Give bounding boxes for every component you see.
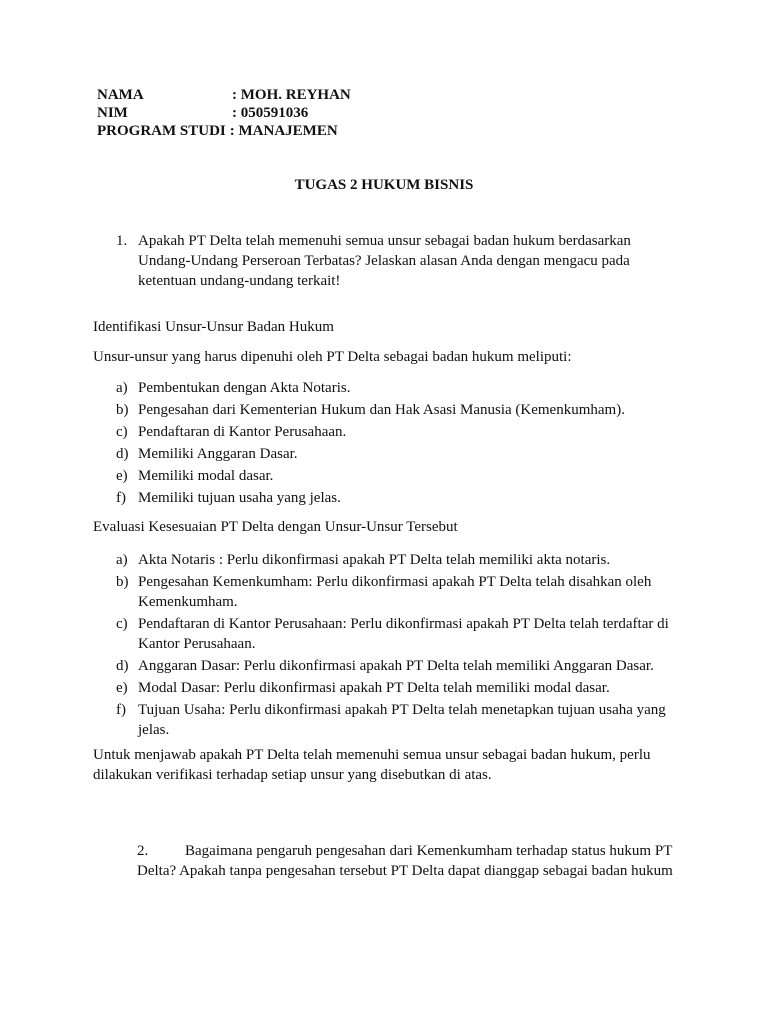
- list-item-text: Pendaftaran di Kantor Perusahaan.: [138, 424, 347, 440]
- list-item-text: Modal Dasar: Perlu dikonfirmasi apakah PT Delta telah memiliki modal dasar.: [138, 680, 610, 696]
- question-2-number: 2.: [137, 843, 149, 859]
- list-marker: f): [116, 702, 126, 718]
- list-item: [116, 378, 676, 398]
- name-row: [97, 86, 351, 104]
- nim-row: [97, 104, 351, 122]
- list-item: [116, 444, 676, 464]
- section-1-intro: Unsur-unsur yang harus dipenuhi oleh PT Delta sebagai badan hukum meliputi:: [93, 349, 572, 365]
- document-title: TUGAS 2 HUKUM BISNIS: [294, 177, 474, 193]
- list-item: [116, 656, 676, 676]
- list-item: [116, 678, 676, 698]
- prodi-label: PROGRAM STUDI: [97, 123, 226, 139]
- list-marker: e): [116, 680, 128, 696]
- list-item: [116, 550, 676, 570]
- question-2-text: Bagaimana pengaruh pengesahan dari Kemenkumham terhadap status hukum PT Delta? Apakah tanpa pengesahan tersebut PT Delta dapat dianggap sebagai badan hukum: [137, 843, 673, 879]
- list-item: [116, 572, 676, 612]
- list-item-text: Pengesahan Kemenkumham: Perlu dikonfirmasi apakah PT Delta telah disahkan oleh Kemenkumham.: [138, 574, 652, 610]
- list-item-text: Pembentukan dengan Akta Notaris.: [138, 380, 351, 396]
- list-item: [116, 466, 676, 486]
- name-label: NAMA: [97, 87, 144, 103]
- prodi-value: : MANAJEMEN: [229, 123, 338, 139]
- question-1: [116, 231, 656, 291]
- list-item: [116, 400, 676, 420]
- section-2-heading: Evaluasi Kesesuaian PT Delta dengan Unsur-Unsur Tersebut: [93, 519, 458, 535]
- list-item-text: Tujuan Usaha: Perlu dikonfirmasi apakah PT Delta telah menetapkan tujuan usaha yang jelas.: [138, 702, 666, 738]
- nim-label: NIM: [97, 105, 128, 121]
- question-2: [137, 841, 677, 881]
- list-item-text: Memiliki tujuan usaha yang jelas.: [138, 490, 341, 506]
- list-item: [116, 488, 676, 508]
- list-marker: d): [116, 446, 129, 462]
- list-item: [116, 422, 676, 442]
- list-item-text: Memiliki modal dasar.: [138, 468, 274, 484]
- question-1-number: 1.: [116, 233, 128, 249]
- student-info-header: [97, 86, 351, 140]
- section-1-heading: Identifikasi Unsur-Unsur Badan Hukum: [93, 319, 334, 335]
- list-marker: b): [116, 402, 129, 418]
- list-marker: c): [116, 424, 128, 440]
- list-marker: d): [116, 658, 129, 674]
- question-1-text: Apakah PT Delta telah memenuhi semua unsur sebagai badan hukum berdasarkan Undang-Undang Perseroan Terbatas? Jelaskan alasan Anda dengan mengacu pada ketentuan undang-undang terkait!: [138, 233, 631, 289]
- element-list: [116, 378, 676, 510]
- list-item-text: Memiliki Anggaran Dasar.: [138, 446, 298, 462]
- prodi-row: [97, 122, 351, 140]
- list-item-text: Pendaftaran di Kantor Perusahaan: Perlu dikonfirmasi apakah PT Delta telah terdaftar di Kantor Perusahaan.: [138, 616, 669, 652]
- list-item-text: Anggaran Dasar: Perlu dikonfirmasi apakah PT Delta telah memiliki Anggaran Dasar.: [138, 658, 654, 674]
- list-marker: a): [116, 552, 128, 568]
- list-marker: c): [116, 616, 128, 632]
- list-marker: f): [116, 490, 126, 506]
- evaluation-list: [116, 550, 676, 742]
- list-item: [116, 700, 676, 740]
- list-marker: e): [116, 468, 128, 484]
- list-marker: b): [116, 574, 129, 590]
- section-2-conclusion: Untuk menjawab apakah PT Delta telah memenuhi semua unsur sebagai badan hukum, perlu dilakukan verifikasi terhadap setiap unsur yang disebutkan di atas.: [93, 747, 651, 783]
- nim-value: : 050591036: [232, 105, 309, 121]
- list-item-text: Pengesahan dari Kementerian Hukum dan Hak Asasi Manusia (Kemenkumham).: [138, 402, 625, 418]
- name-value: : MOH. REYHAN: [232, 87, 351, 103]
- list-item-text: Akta Notaris : Perlu dikonfirmasi apakah PT Delta telah memiliki akta notaris.: [138, 552, 611, 568]
- list-item: [116, 614, 676, 654]
- list-marker: a): [116, 380, 128, 396]
